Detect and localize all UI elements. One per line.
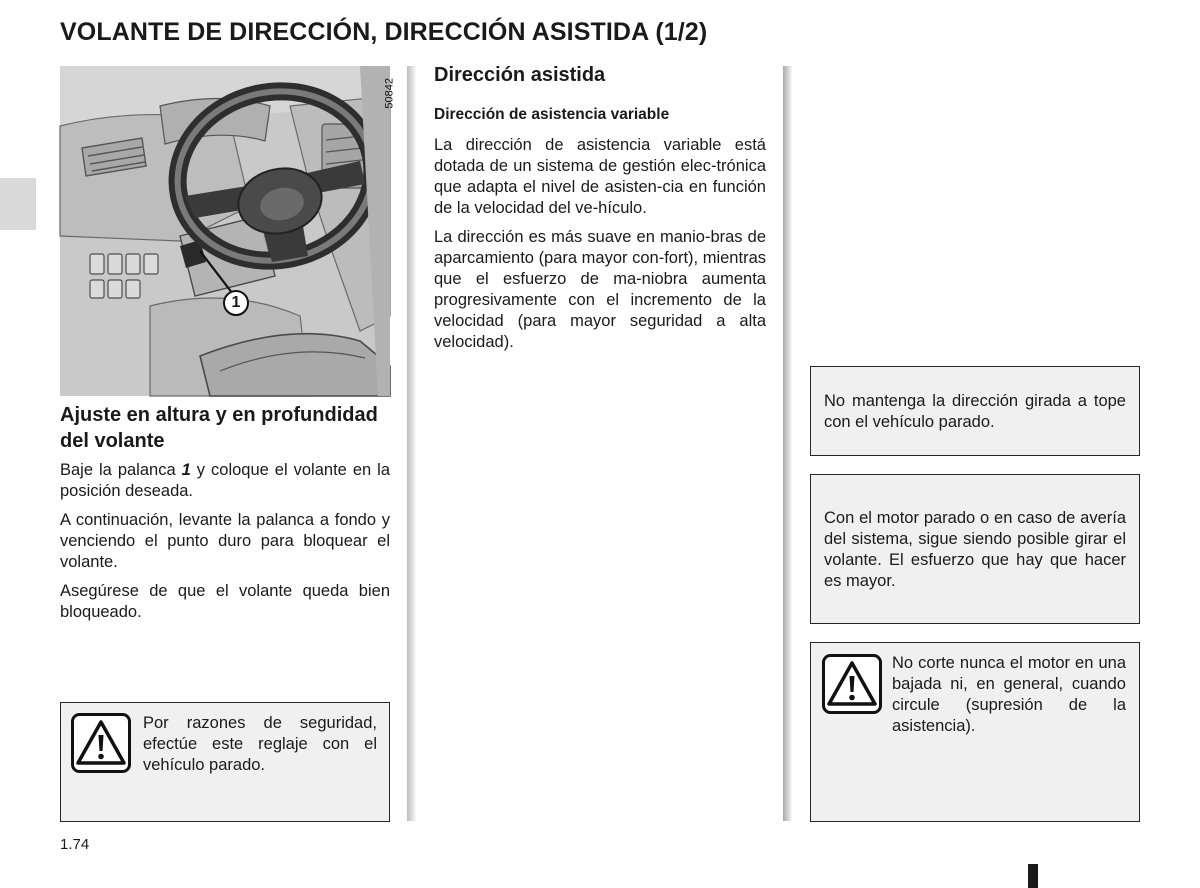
paragraph-steering-softness: La dirección es más suave en manio-bras de aparcamiento (para mayor con-fort), mientras que el esfuerzo de ma-niobra aumenta progresivamente con el incremento de la velocidad (para mayor seguridad a alta velocidad). — [434, 228, 766, 351]
note-engine-off-text: Con el motor parado o en caso de avería del sistema, sigue siendo posible girar el volante. El esfuerzo que hay que hacer es mayor. — [824, 509, 1126, 590]
note-box-full-lock — [810, 366, 1140, 456]
subheading-variable-assistance: Dirección de asistencia variable — [434, 106, 670, 123]
warning-triangle-icon — [71, 713, 131, 773]
callout-1-label: 1 — [231, 294, 241, 311]
middle-column-body — [434, 135, 766, 361]
callout-1-badge — [223, 290, 249, 316]
section-heading-power-steering: Dirección asistida — [434, 64, 606, 86]
warning-box-engine-cutoff — [810, 642, 1140, 822]
warning-triangle-icon — [822, 654, 882, 714]
paragraph-raise-lever: A continuación, levante la palanca a fondo y venciendo el punto duro para bloquear el volante. — [60, 511, 390, 571]
page-title: VOLANTE DE DIRECCIÓN, DIRECCIÓN ASISTIDA (1/2) — [60, 18, 708, 46]
illustration-ref-code: 50842 — [384, 78, 396, 109]
safety-warning-box — [60, 702, 390, 822]
warning-engine-cutoff-text: No corte nunca el motor en una bajada ni, en general, cuando circule (supresión de la asistencia). — [892, 654, 1126, 735]
page-edge-mark — [1028, 864, 1038, 888]
safety-warning-text: Por razones de seguridad, efectúe este reglaje con el vehículo parado. — [143, 714, 377, 774]
lever-reference: 1 — [181, 461, 191, 479]
column-separator-left — [407, 66, 416, 821]
left-column-body — [60, 460, 390, 631]
note-full-lock-text: No mantenga la dirección girada a tope con el vehículo parado. — [824, 392, 1126, 431]
paragraph-ensure-locked: Asegúrese de que el volante queda bien bloqueado. — [60, 582, 390, 621]
paragraph-variable-assistance: La dirección de asistencia variable está dotada de un sistema de gestión elec-trónica que adapta el nivel de asisten-cia en función de la velocidad del ve-hículo. — [434, 136, 766, 217]
paragraph-lower-lever-a: Baje la palanca — [60, 461, 182, 479]
page-number: 1.74 — [60, 836, 90, 853]
steering-wheel-illustration — [60, 66, 396, 396]
column-separator-right — [783, 66, 792, 821]
paragraph-lower-lever-b: y coloque el volante en la posición deseada. — [60, 461, 390, 500]
side-tab-marker — [0, 178, 36, 230]
section-heading-wheel-adjustment: Ajuste en altura y en profundidad del volante — [60, 404, 378, 452]
note-box-engine-off — [810, 474, 1140, 624]
paragraph-lower-lever — [60, 460, 390, 502]
